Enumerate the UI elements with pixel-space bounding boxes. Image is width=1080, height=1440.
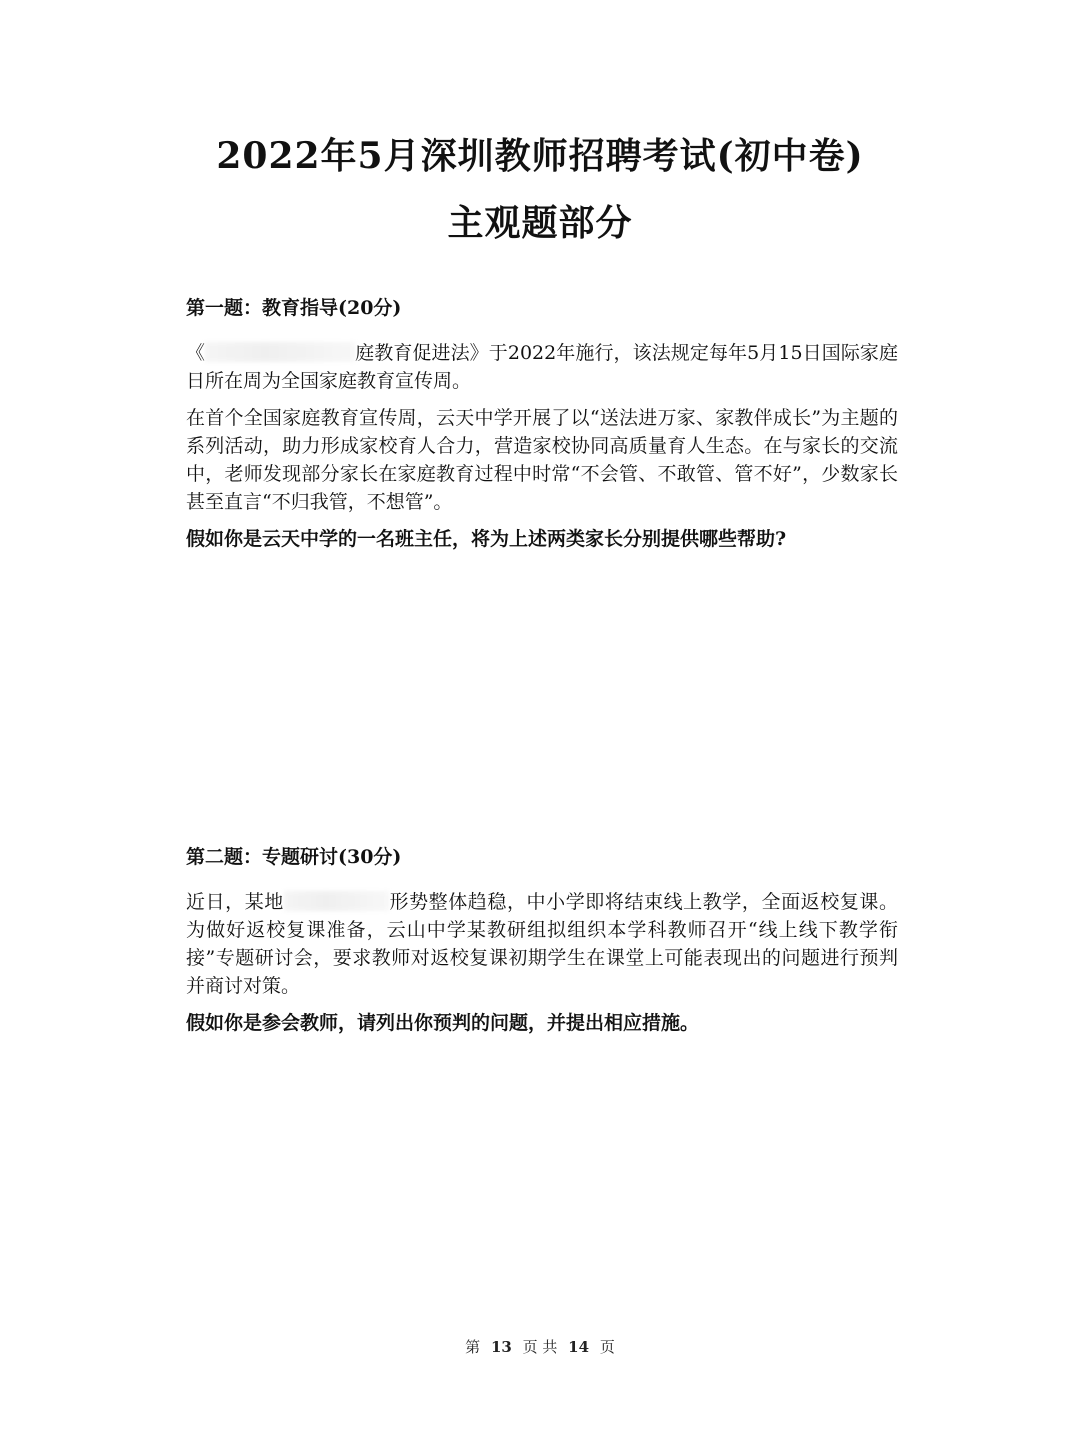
question-1-paragraph-2: 在首个全国家庭教育宣传周，云天中学开展了以“送法进万家、家教伴成长”为主题的系列活动，助力形成家校育人合力，营造家校协同高质量育人生态。在与家长的交流中，老师发现部分家长在家庭教育过程中时常“不会管、不敢管、管不好”，少数家长甚至直言“不归我管，不想管”。: [186, 407, 898, 513]
document-title: 2022年5月深圳教师招聘考试(初中卷): [216, 135, 864, 177]
redacted-text: [205, 342, 355, 362]
question-1-paragraph-1-text: 庭教育促进法》于2022年施行，该法规定每年5月15日国际家庭日所在周为全国家庭教育宣传周。: [186, 342, 898, 392]
question-2-prompt: 假如你是参会教师，请列出你预判的问题，并提出相应措施。: [186, 1012, 700, 1034]
question-1-paragraph-1: [186, 339, 898, 395]
question-1-section: [186, 294, 898, 553]
page-total-number: 14: [568, 1338, 590, 1356]
page-label-prefix: 第: [465, 1338, 481, 1356]
page-current-number: 13: [490, 1338, 512, 1356]
question-1-paragraph-1-prefix: 《: [186, 342, 206, 364]
question-1-heading: 第一题：教育指导(20分): [186, 297, 402, 319]
page-label-suffix: 页: [599, 1338, 615, 1356]
document-subtitle: 主观题部分: [447, 202, 633, 244]
page-label-mid: 页 共: [522, 1338, 558, 1356]
redacted-text: [284, 891, 389, 911]
question-2-heading: 第二题：专题研讨(30分): [186, 846, 402, 868]
question-2-section: [186, 843, 898, 1037]
question-1-prompt: 假如你是云天中学的一名班主任，将为上述两类家长分别提供哪些帮助?: [186, 528, 787, 550]
question-2-paragraph-1-prefix: 近日，某地: [186, 891, 284, 913]
question-2-paragraph-1-text: 形势整体趋稳，中小学即将结束线上教学，全面返校复课。为做好返校复课准备，云山中学某教研组拟组织本学科教师召开“线上线下教学衔接”专题研讨会，要求教师对返校复课初期学生在课堂上可能表现出的问题进行预判并商讨对策。: [186, 891, 898, 997]
question-2-paragraph-1: [186, 888, 898, 1000]
page-footer: [0, 1336, 1080, 1357]
